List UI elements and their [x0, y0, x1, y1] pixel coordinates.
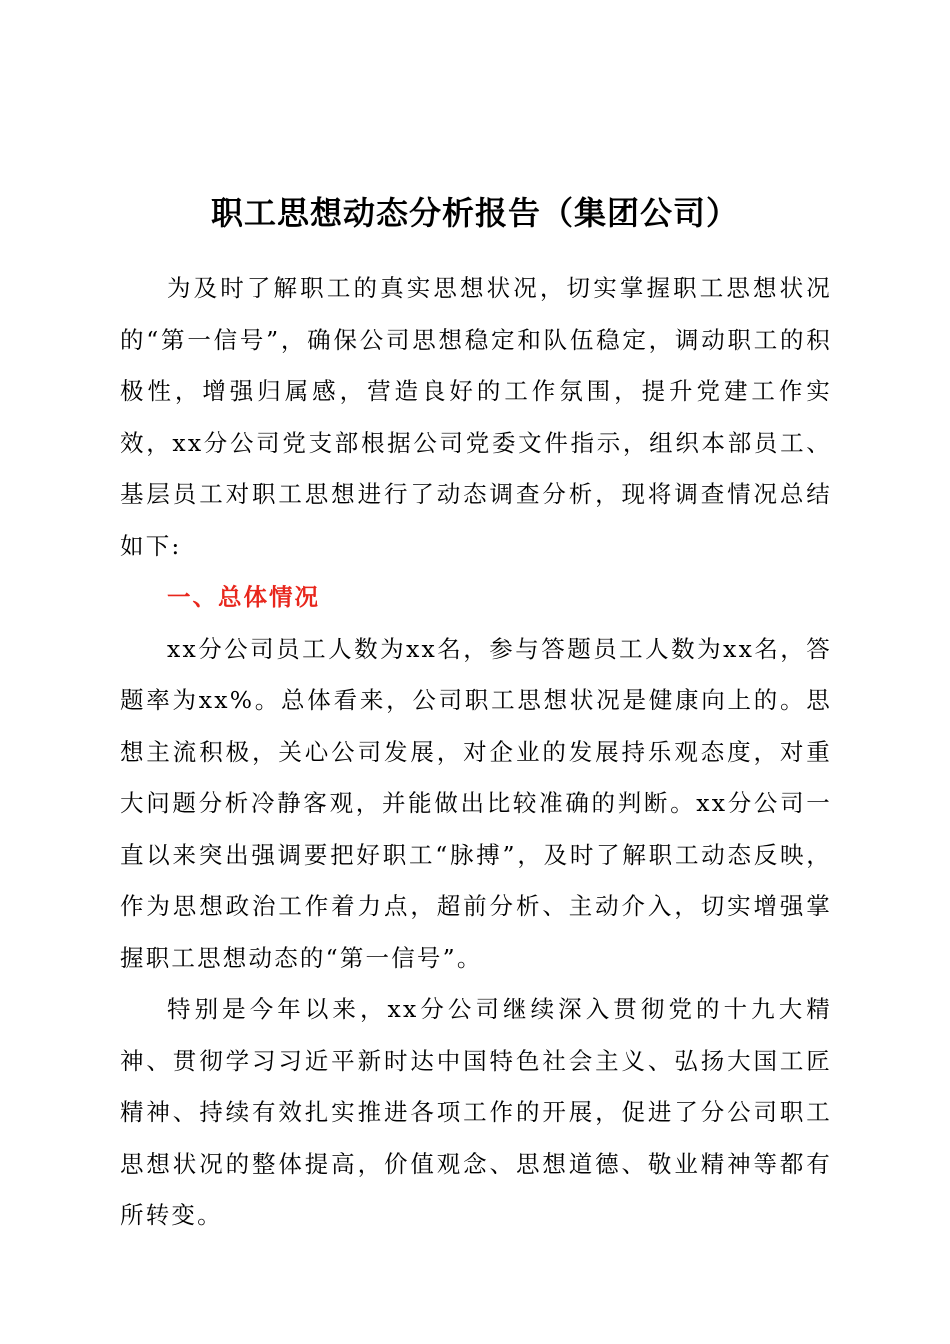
section-paragraph: xx分公司员工人数为xx名，参与答题员工人数为xx名，答题率为xx%。总体看来，公司职工思想状况是健康向上的。思想主流积极，关心公司发展，对企业的发展持乐观态度，对重大问题分析冷静客观，并能做出比较准确的判断。xx分公司一直以来突出强调要把好职工“脉搏”，及时了解职工动态反映，作为思想政治工作着力点，超前分析、主动介入，切实增强掌握职工思想动态的“第一信号”。 [120, 634, 832, 972]
section-paragraph: 特别是今年以来，xx分公司继续深入贯彻党的十九大精神、贯彻学习习近平新时达中国特色社会主义、弘扬大国工匠精神、持续有效扎实推进各项工作的开展，促进了分公司职工思想状况的整体提高，价值观念、思想道德、敬业精神等都有所转变。 [120, 995, 832, 1229]
intro-paragraph: 为及时了解职工的真实思想状况，切实掌握职工思想状况的“第一信号”，确保公司思想稳定和队伍稳定，调动职工的积极性，增强归属感，营造良好的工作氛围，提升党建工作实效，xx分公司党支部根据公司党委文件指示，组织本部员工、基层员工对职工思想进行了动态调查分析，现将调查情况总结如下: [120, 274, 832, 560]
section-heading-overall: 一、总体情况 [167, 583, 320, 611]
document-body [120, 263, 832, 1242]
document-title: 职工思想动态分析报告（集团公司） [210, 194, 739, 232]
